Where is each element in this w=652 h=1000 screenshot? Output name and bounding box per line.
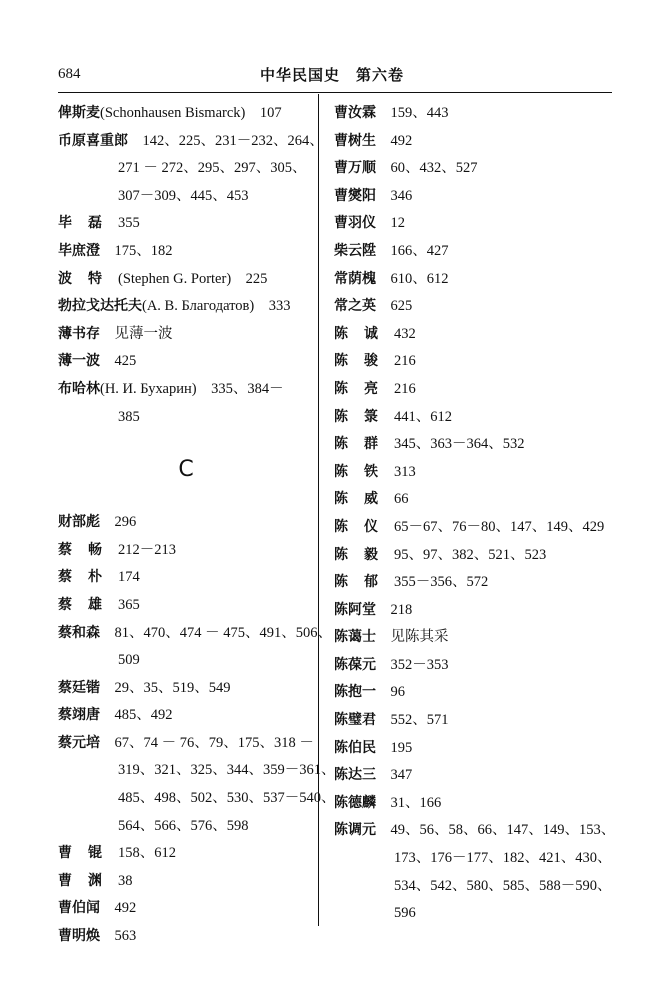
index-pages: 95、97、382、521、523	[394, 546, 547, 563]
index-entry	[58, 620, 332, 648]
book-title: 中华民国史 第六卷	[260, 66, 405, 84]
index-entry	[58, 675, 314, 703]
index-pages: 485、492	[100, 707, 173, 724]
index-entry	[58, 293, 314, 321]
index-pages-continued: 564、566、576、598	[118, 817, 249, 834]
index-pages: 49、56、58、66、147、149、153、	[376, 822, 616, 839]
index-pages: 365	[118, 596, 140, 613]
index-pages: 29、35、519、549	[100, 679, 231, 696]
index-term: 薄书存	[58, 325, 100, 342]
index-group-c	[58, 509, 336, 951]
index-entry	[58, 100, 314, 128]
index-pages: 352－353	[376, 656, 449, 673]
index-pages: 218	[376, 601, 413, 618]
index-pages: 432	[394, 325, 416, 342]
index-entry	[334, 155, 624, 183]
index-term: 曹汝霖	[334, 105, 376, 121]
index-entry	[334, 348, 624, 376]
index-term: 陈仪	[334, 518, 394, 535]
index-pages: 67、74 － 76、79、175、318 －	[100, 734, 314, 751]
index-entry	[334, 376, 624, 404]
index-entry	[334, 514, 624, 542]
index-entry	[58, 564, 314, 592]
index-entry	[58, 210, 314, 238]
index-entry	[58, 321, 314, 349]
index-pages: 31、166	[376, 794, 442, 811]
index-pages: 158、612	[118, 845, 176, 862]
index-term: 曹爕阳	[334, 187, 376, 204]
index-entry	[58, 509, 314, 537]
index-term: 陈威	[334, 491, 394, 508]
index-entry	[334, 542, 624, 570]
index-pages: 346	[376, 187, 413, 204]
index-term: 蔡元培	[58, 734, 100, 751]
index-term: 柴云陞	[334, 242, 376, 259]
index-group-c-continued	[334, 100, 624, 928]
index-term: 陈伯民	[334, 739, 376, 756]
index-term: 陈德麟	[334, 794, 376, 811]
index-pages: 441、612	[394, 408, 452, 425]
index-entry	[58, 376, 314, 404]
index-term: 勃拉戈达托夫	[58, 298, 142, 315]
index-term: 陈蔼士	[334, 629, 376, 646]
index-term: 币原喜重郎	[58, 132, 128, 149]
index-pages: 见薄一波	[100, 325, 173, 342]
index-term: 毕庶澄	[58, 242, 100, 259]
index-pages: 174	[118, 569, 140, 586]
index-term: 波特	[58, 270, 118, 287]
index-pages: 492	[100, 900, 137, 917]
index-pages: (A. B. Благодатов) 333	[142, 298, 291, 315]
index-pages: 166、427	[376, 242, 449, 259]
index-pages-continued: 596	[394, 905, 416, 922]
index-entry	[58, 840, 314, 868]
index-pages: 见陈其采	[376, 629, 449, 646]
index-entry	[334, 735, 624, 763]
index-term: 陈箓	[334, 408, 394, 425]
index-term: 陈郁	[334, 574, 394, 591]
index-entry	[58, 592, 314, 620]
index-entry	[58, 702, 314, 730]
index-term: 陈抱一	[334, 684, 376, 701]
index-pages: 355	[118, 215, 140, 232]
index-term: 陈调元	[334, 822, 376, 839]
index-term: 毕磊	[58, 215, 118, 232]
index-entry	[334, 597, 624, 625]
index-pages-continued: 534、542、580、585、588－590、	[394, 877, 612, 894]
index-pages-continued: 173、176－177、182、421、430、	[394, 850, 612, 867]
index-term: 财部彪	[58, 514, 100, 531]
index-group-b	[58, 100, 324, 431]
index-entry	[334, 707, 624, 735]
index-pages: (Н. И. Бухарин) 335、384－	[100, 380, 284, 397]
index-pages: 159、443	[376, 105, 449, 121]
index-term: 蔡翊唐	[58, 707, 100, 724]
index-pages: 313	[394, 463, 416, 480]
index-pages: 563	[100, 928, 137, 945]
index-pages: 65－67、76－80、147、149、429	[394, 518, 605, 535]
index-term: 陈毅	[334, 546, 394, 563]
index-term: 曹锟	[58, 845, 118, 862]
index-entry	[58, 128, 324, 156]
index-term: 陈诚	[334, 325, 394, 342]
index-term: 常之英	[334, 298, 376, 315]
index-entry	[334, 486, 624, 514]
index-pages: (Schonhausen Bismarck) 107	[100, 105, 282, 121]
index-pages: (Stephen G. Porter) 225	[118, 270, 268, 287]
index-pages: 12	[376, 215, 405, 232]
index-column-left	[58, 100, 336, 951]
index-term: 陈璧君	[334, 712, 376, 729]
index-term: 蔡畅	[58, 541, 118, 558]
index-entry	[58, 730, 314, 758]
index-term: 布哈林	[58, 380, 100, 397]
index-entry	[58, 868, 314, 896]
index-pages-continued: 385	[118, 408, 140, 425]
index-pages: 195	[376, 739, 413, 756]
index-pages-continued: 485、498、502、530、537－540、	[118, 790, 336, 807]
index-term: 陈铁	[334, 463, 394, 480]
index-term: 陈阿堂	[334, 601, 376, 618]
index-entry	[334, 321, 624, 349]
page-number: 684	[58, 66, 81, 82]
index-term: 曹伯闻	[58, 900, 100, 917]
index-pages: 610、612	[376, 270, 449, 287]
index-pages: 355－356、572	[394, 574, 489, 591]
index-entry	[334, 100, 624, 128]
index-term: 曹羽仪	[334, 215, 376, 232]
index-term: 曹万顺	[334, 160, 376, 177]
index-entry	[334, 293, 624, 321]
index-entry	[334, 431, 624, 459]
index-entry	[334, 624, 624, 652]
index-pages-continued: 319、321、325、344、359－361、	[118, 762, 336, 779]
index-entry	[334, 652, 624, 680]
index-entry	[334, 679, 624, 707]
index-pages-continued: 509	[118, 652, 140, 669]
index-entry	[334, 266, 624, 294]
index-pages-continued: 307－309、445、453	[118, 187, 249, 204]
index-pages: 81、470、474 － 475、491、506、	[100, 624, 332, 641]
index-term: 蔡朴	[58, 569, 118, 586]
index-pages: 552、571	[376, 712, 449, 729]
index-entry	[58, 266, 314, 294]
page-header	[58, 64, 612, 88]
index-entry	[58, 348, 314, 376]
index-term: 陈亮	[334, 380, 394, 397]
index-term: 常荫槐	[334, 270, 376, 287]
index-term: 俾斯麦	[58, 105, 100, 121]
index-pages: 175、182	[100, 242, 173, 259]
index-term: 薄一波	[58, 353, 100, 370]
index-entry	[334, 762, 624, 790]
index-entry	[58, 895, 314, 923]
index-entry	[334, 404, 624, 432]
index-entry	[334, 459, 624, 487]
index-entry	[334, 128, 624, 156]
index-pages-continued: 271 － 272、295、297、305、	[118, 160, 307, 177]
index-pages: 66	[394, 491, 409, 508]
index-term: 陈达三	[334, 767, 376, 784]
index-pages: 216	[394, 353, 416, 370]
index-entry	[334, 569, 624, 597]
index-term: 曹树生	[334, 132, 376, 149]
index-pages: 492	[376, 132, 413, 149]
index-term: 陈骏	[334, 353, 394, 370]
index-term: 蔡廷锴	[58, 679, 100, 696]
index-pages: 625	[376, 298, 413, 315]
index-entry	[58, 923, 314, 951]
header-rule	[58, 92, 612, 93]
index-pages: 425	[100, 353, 137, 370]
index-term: 蔡和森	[58, 624, 100, 641]
index-pages: 60、432、527	[376, 160, 478, 177]
section-letter-c: C	[178, 457, 194, 483]
index-pages: 216	[394, 380, 416, 397]
index-term: 陈群	[334, 436, 394, 453]
index-pages: 212－213	[118, 541, 176, 558]
index-column-right	[334, 100, 624, 928]
index-term: 陈葆元	[334, 656, 376, 673]
index-pages: 96	[376, 684, 405, 701]
index-entry	[334, 817, 624, 845]
index-pages: 38	[118, 872, 133, 889]
index-entry	[58, 537, 314, 565]
index-term: 蔡雄	[58, 596, 118, 613]
index-entry	[334, 210, 624, 238]
index-term: 曹明焕	[58, 928, 100, 945]
index-entry	[334, 790, 624, 818]
index-pages: 345、363－364、532	[394, 436, 525, 453]
index-term: 曹渊	[58, 872, 118, 889]
index-entry	[58, 238, 314, 266]
index-pages: 296	[100, 514, 137, 531]
index-pages: 142、225、231－232、264、	[128, 132, 324, 149]
index-entry	[334, 183, 624, 211]
index-entry	[334, 238, 624, 266]
index-pages: 347	[376, 767, 413, 784]
